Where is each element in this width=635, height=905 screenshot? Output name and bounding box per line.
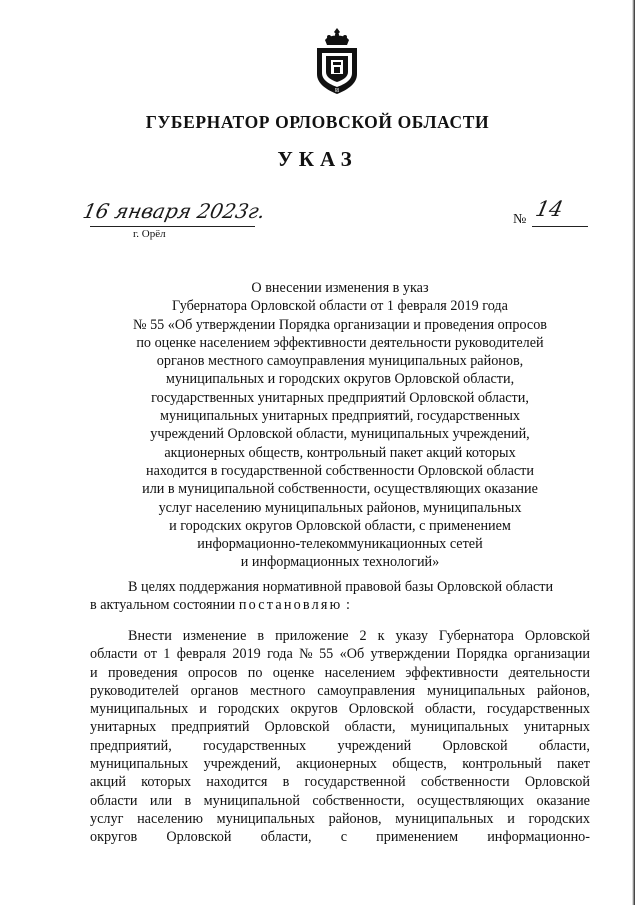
preamble-line: В целях поддержания нормативной правовой базы Орловской области: [128, 579, 554, 595]
body-word: февраля: [176, 646, 227, 663]
body-word: в: [257, 628, 265, 644]
title-line: акционерных обществ, контрольный пакет акций которых: [164, 444, 516, 461]
body-word: с: [340, 829, 348, 846]
body-line: [90, 773, 590, 791]
body-word: Орловской: [524, 628, 590, 644]
body-word: городских: [528, 810, 590, 827]
body-line: [90, 792, 590, 810]
body-word: и: [90, 664, 98, 681]
title-line: находится в государственной собственности Орловской области: [146, 462, 534, 479]
preamble-colon: :: [342, 597, 350, 614]
body-line: [90, 828, 590, 846]
body-word: унитарных: [90, 719, 157, 736]
body-word: руководителей: [90, 682, 179, 699]
body-word: информационно-: [487, 829, 590, 846]
body-word: утверждении: [370, 646, 450, 663]
body-word: к: [377, 628, 385, 644]
body-word: обществ,: [392, 756, 447, 773]
body-word: и: [199, 701, 207, 718]
body-word: №: [299, 646, 313, 663]
title-line: услуг населению муниципальных районов, муниципальных: [158, 499, 522, 516]
body-word: муниципальных: [90, 756, 189, 773]
body-word: приложение: [275, 628, 349, 644]
body-word: Орловской: [442, 737, 508, 754]
body-word: районов,: [328, 810, 382, 827]
body-word: муниципальных: [216, 810, 315, 827]
body-word: Порядка: [456, 646, 508, 663]
body-line: [90, 737, 590, 755]
body-word: года: [267, 646, 293, 663]
body-word: акций: [90, 774, 126, 791]
body-word: округов: [90, 829, 138, 846]
body-word: 2: [359, 628, 367, 644]
body-word: осуществляющих: [417, 792, 525, 809]
title-line: муниципальных унитарных предприятий, государственных: [160, 408, 520, 425]
body-word: муниципальных: [410, 719, 509, 736]
body-word: области: [90, 792, 138, 809]
body-word: муниципальных: [395, 810, 494, 827]
title-line: или в муниципальной собственности, осуществляющих оказание: [142, 481, 538, 498]
body-word: организации: [513, 646, 590, 663]
city-label: г. Орёл: [133, 228, 166, 240]
body-word: находится: [206, 774, 268, 791]
document-title: [90, 279, 590, 572]
body-word: проведения: [107, 664, 178, 681]
body-word: округов: [290, 701, 338, 718]
number-label: №: [513, 212, 527, 227]
body-word: акционерных: [296, 756, 377, 773]
body-word: собственности: [420, 774, 510, 791]
body-line: [90, 645, 590, 663]
body-line: [90, 810, 590, 828]
body-word: государственной: [304, 774, 406, 791]
body-word: Орловской: [264, 719, 330, 736]
preamble-text: в актуальном состоянии: [90, 597, 239, 614]
body-word: оказание: [536, 792, 590, 809]
body-word: самоуправления: [317, 682, 416, 699]
body-word: 55: [319, 646, 334, 663]
body-word: собственности,: [312, 792, 405, 809]
title-line: Губернатора Орловской области от 1 февраля 2019 года: [172, 298, 508, 315]
body-word: или: [149, 792, 173, 809]
title-line: по оценке населением эффективности деятельности руководителей: [136, 334, 544, 351]
body-word: пакет: [557, 756, 590, 773]
title-line: и информационных технологий»: [240, 554, 440, 571]
title-line: информационно-телекоммуникационных сетей: [197, 536, 483, 553]
body-word: органов: [190, 682, 239, 699]
body-word: районов,: [536, 682, 590, 699]
body-word: применением: [376, 829, 459, 846]
title-line: государственных унитарных предприятий Орловской области,: [151, 389, 529, 406]
body-word: от: [143, 646, 157, 663]
body-line: [90, 682, 590, 700]
body-word: по: [247, 664, 263, 681]
body-word: и: [507, 810, 515, 827]
body-word: опросов: [188, 664, 238, 681]
body-line: [90, 718, 590, 736]
body-word: области,: [424, 701, 476, 718]
title-line: и городских округов Орловской области, с применением: [169, 517, 511, 534]
title-line: учреждений Орловской области, муниципальных учреждений,: [150, 426, 530, 443]
body-word: которых: [141, 774, 192, 791]
title-line: № 55 «Об утверждении Порядка организации и проведения опросов: [132, 316, 547, 333]
body-line: [90, 755, 590, 773]
body-word: области,: [538, 737, 590, 754]
body-line: [90, 664, 590, 682]
body-word: Губернатора: [438, 628, 514, 644]
issuing-authority: ГУБЕРНАТОР ОРЛОВСКОЙ ОБЛАСТИ: [145, 112, 490, 132]
preamble-line: [90, 596, 590, 614]
body-word: государственных: [486, 701, 590, 718]
body-word: оценке: [272, 664, 315, 681]
title-line: муниципальных и городских округов Орловской области,: [165, 371, 515, 388]
body-word: 2019: [232, 646, 261, 663]
svg-text:₪: ₪: [335, 88, 339, 94]
body-word: государственных: [203, 737, 307, 754]
body-word: населением: [324, 664, 396, 681]
body-word: унитарных: [523, 719, 590, 736]
body-word: местного: [250, 682, 306, 699]
body-word: населению: [137, 810, 203, 827]
body-word: муниципальных: [426, 682, 526, 699]
body-word: Орловской: [348, 701, 414, 718]
body-word: Внести: [128, 628, 172, 644]
body-line: [90, 627, 590, 645]
body-word: Орловской: [524, 774, 590, 791]
preamble: [90, 578, 590, 615]
body-line: [90, 700, 590, 718]
body-word: муниципальных: [90, 701, 189, 718]
handwritten-date: 16 января 2023г.: [80, 199, 268, 223]
title-line: органов местного самоуправления муниципальных районов,: [156, 353, 524, 370]
body-word: в: [184, 792, 192, 809]
body-word: в: [282, 774, 290, 791]
body-word: «Об: [339, 646, 365, 663]
title-line: О внесении изменения в указ: [251, 280, 429, 296]
body-word: Орловской: [166, 829, 232, 846]
number-underline: [532, 226, 588, 227]
body-word: городских: [217, 701, 280, 718]
body-word: области: [90, 646, 138, 663]
body-word: услуг: [90, 810, 124, 827]
body-word: контрольный: [462, 756, 542, 773]
body-word: предприятий: [171, 719, 250, 736]
body-word: изменение: [182, 628, 247, 644]
body-word: области,: [260, 829, 312, 846]
coat-of-arms-emblem: [313, 26, 361, 96]
body-word: учреждений: [337, 737, 412, 754]
body-word: указу: [395, 628, 428, 644]
body-word: 1: [163, 646, 171, 663]
body-word: эффективности: [405, 664, 499, 681]
handwritten-number: 14: [533, 197, 566, 221]
date-underline: [90, 226, 255, 227]
body-word: области,: [344, 719, 396, 736]
body-word: деятельности: [508, 664, 590, 681]
body-paragraph: [90, 627, 590, 847]
body-word: муниципальной: [203, 792, 300, 809]
body-word: учреждений,: [203, 756, 281, 773]
resolution-word: постановляю: [238, 597, 343, 614]
body-word: предприятий,: [90, 737, 172, 754]
document-type: УКАЗ: [277, 147, 358, 171]
